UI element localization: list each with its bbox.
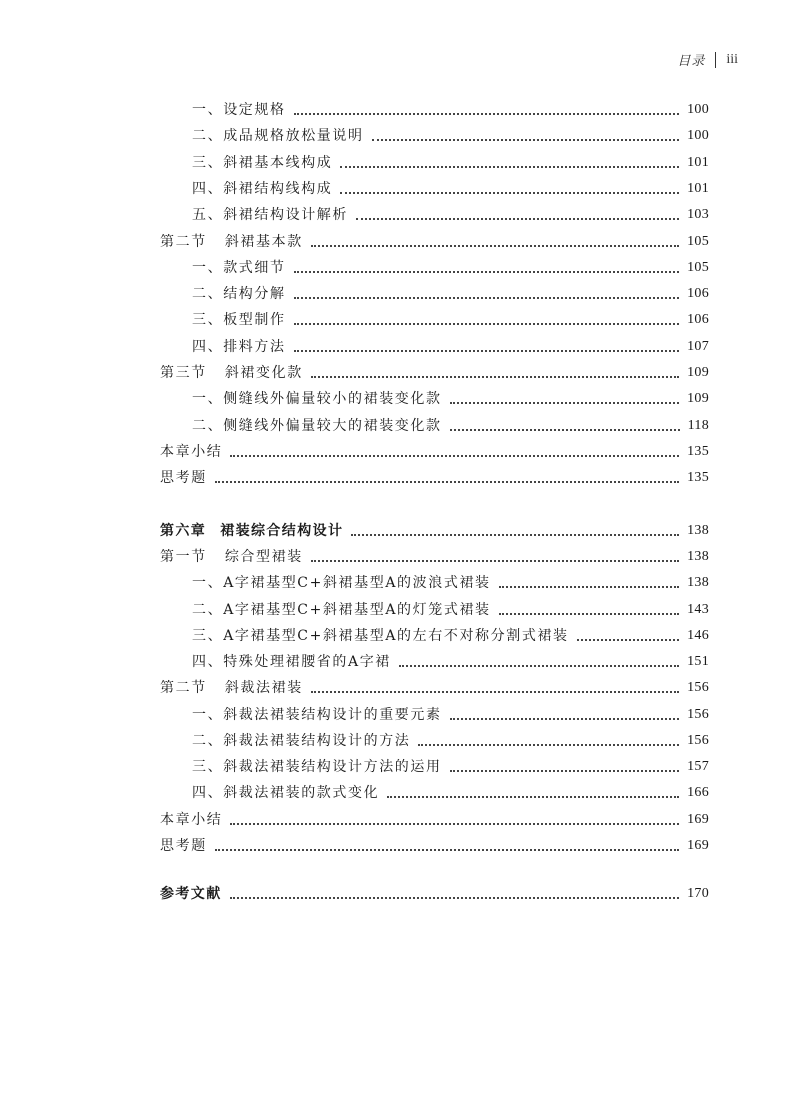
toc-entry-title [192, 179, 332, 199]
toc-section-row[interactable] [160, 836, 709, 856]
toc-item-row[interactable] [192, 652, 709, 672]
page-number: iii [726, 51, 738, 67]
dot-leader [230, 455, 679, 457]
dot-leader [372, 139, 679, 141]
running-header-section: 目录 [677, 54, 706, 69]
toc-entry-title [192, 153, 332, 173]
toc-entry-label: 本章小结 [160, 444, 223, 460]
dot-leader [311, 560, 679, 562]
dot-leader [294, 323, 679, 325]
toc-item-row[interactable] [192, 310, 709, 330]
toc-entry-title [192, 337, 286, 357]
toc-entry-title [192, 600, 491, 620]
toc-entry-page: 109 [687, 365, 709, 380]
toc-entry-label: 参考文献 [160, 886, 222, 902]
toc-entry-page: 138 [687, 523, 709, 538]
toc-entry-page: 143 [687, 602, 709, 617]
dot-leader [356, 218, 679, 220]
dot-leader [450, 429, 680, 431]
dot-leader [230, 897, 679, 899]
dot-leader [340, 192, 679, 194]
toc-entry-page: 135 [687, 470, 709, 485]
toc-entry-page: 146 [687, 628, 709, 643]
toc-entry-label: 一、款式细节 [192, 260, 286, 276]
toc-entry-number: 第三节 [160, 365, 207, 381]
toc-entry-title [192, 310, 286, 330]
toc-entry-page: 105 [687, 260, 709, 275]
toc-entry-title [192, 416, 442, 436]
toc-item-row[interactable] [192, 731, 709, 751]
toc-item-row[interactable] [192, 757, 709, 777]
toc-entry-number: 第一节 [160, 549, 207, 565]
toc-entry-page: 138 [687, 549, 709, 564]
toc-item-row[interactable] [192, 705, 709, 725]
toc-entry-page: 101 [687, 155, 709, 170]
toc-section-row[interactable] [160, 547, 709, 567]
toc-entry-label: 二、A字裙基型C+斜裙基型A的灯笼式裙装 [192, 602, 491, 618]
toc-entry-page: 103 [687, 207, 709, 222]
toc-entry-label: 四、斜裁法裙装的款式变化 [192, 785, 380, 801]
dot-leader [387, 796, 679, 798]
toc-entry-title [192, 705, 442, 725]
toc-entry-label: 本章小结 [160, 812, 223, 828]
toc-entry-label: 三、斜裙基本线构成 [192, 155, 333, 171]
toc-entry-page: 135 [687, 444, 709, 459]
toc-entry-title [192, 626, 569, 646]
toc-entry-label: 斜裙变化款 [224, 365, 303, 381]
dot-leader [230, 823, 679, 825]
toc-entry-page: 138 [687, 575, 709, 590]
toc-entry-page: 169 [687, 838, 709, 853]
toc-entry-page: 166 [687, 785, 709, 800]
toc-item-row[interactable] [192, 153, 709, 173]
toc-entry-title [160, 678, 303, 698]
toc-entry-page: 109 [687, 391, 709, 406]
toc-entry-label: 二、成品规格放松量说明 [192, 128, 364, 144]
header-divider [715, 52, 716, 68]
toc-item-row[interactable] [192, 258, 709, 278]
toc-entry-title [192, 126, 364, 146]
dot-leader [294, 271, 679, 273]
toc-entry-label: 四、特殊处理裙腰省的A字裙 [192, 654, 391, 670]
toc-section-row[interactable] [160, 678, 709, 698]
toc-entry-label: 一、侧缝线外偏量较小的裙装变化款 [192, 391, 442, 407]
toc-entry-number: 第二节 [160, 680, 207, 696]
dot-leader [499, 586, 679, 588]
dot-leader [294, 350, 679, 352]
toc-item-row[interactable] [192, 416, 709, 436]
toc-entry-title [160, 884, 222, 904]
toc-item-row[interactable] [192, 573, 709, 593]
toc-section-row[interactable] [160, 363, 709, 383]
toc-section-row[interactable] [160, 232, 709, 252]
toc-entry-label: 斜裁法裙装 [224, 680, 303, 696]
toc-entry-label: 思考题 [160, 470, 207, 486]
dot-leader [340, 166, 679, 168]
toc-entry-page: 105 [687, 234, 709, 249]
toc-section-row[interactable] [160, 810, 709, 830]
toc-entry-label: 思考题 [160, 838, 207, 854]
toc-section-row[interactable] [160, 468, 709, 488]
toc-entry-number: 第六章 [160, 523, 207, 539]
toc-entry-title [192, 783, 379, 803]
dot-leader [577, 639, 679, 641]
toc-entry-label: 斜裙基本款 [224, 234, 303, 250]
toc-entry-title [192, 389, 442, 409]
toc-chapter-row[interactable] [160, 521, 709, 541]
toc-entry-label: 二、结构分解 [192, 286, 286, 302]
toc-entry-label: 一、斜裁法裙装结构设计的重要元素 [192, 707, 442, 723]
toc-entry-page: 118 [687, 418, 709, 433]
toc-entry-title [160, 547, 303, 567]
toc-entry-page: 100 [687, 128, 709, 143]
toc-entry-label: 三、板型制作 [192, 312, 286, 328]
toc-entry-label: 综合型裙装 [224, 549, 303, 565]
toc-entry-number: 第二节 [160, 234, 207, 250]
toc-entry-label: 二、侧缝线外偏量较大的裙装变化款 [192, 418, 442, 434]
toc-entry-title [160, 363, 303, 383]
toc-chapter-row[interactable] [160, 884, 709, 904]
dot-leader [294, 113, 679, 115]
dot-leader [418, 744, 679, 746]
toc-entry-label: 一、A字裙基型C+斜裙基型A的波浪式裙装 [192, 575, 491, 591]
toc-entry-label: 五、斜裙结构设计解析 [192, 207, 348, 223]
toc-entry-label: 裙装综合结构设计 [220, 523, 344, 539]
toc-entry-title [192, 258, 286, 278]
toc-entry-title [160, 232, 303, 252]
toc-entry-page: 169 [687, 812, 709, 827]
toc-entry-title [160, 836, 207, 856]
toc-entry-page: 156 [687, 733, 709, 748]
toc-entry-page: 151 [687, 654, 709, 669]
dot-leader [351, 534, 679, 536]
toc-item-row[interactable] [192, 284, 709, 304]
toc-item-row[interactable] [192, 600, 709, 620]
toc-entry-page: 107 [687, 339, 709, 354]
dot-leader [311, 245, 679, 247]
dot-leader [450, 402, 679, 404]
toc-entry-title [192, 757, 442, 777]
toc-entry-title [192, 573, 491, 593]
dot-leader [499, 613, 679, 615]
toc-entry-page: 157 [687, 759, 709, 774]
toc-entry-title [192, 652, 391, 672]
toc-entry-title [192, 205, 348, 225]
toc-entry-title [160, 521, 343, 541]
dot-leader [399, 665, 679, 667]
toc-item-row[interactable] [192, 100, 709, 120]
toc-entry-page: 170 [687, 886, 709, 901]
toc-item-row[interactable] [192, 179, 709, 199]
toc-entry-title [160, 468, 207, 488]
toc-entry-title [192, 731, 410, 751]
toc-entry-page: 156 [687, 707, 709, 722]
toc-section-row[interactable] [160, 442, 709, 462]
toc-entry-page: 101 [687, 181, 709, 196]
toc-entry-page: 106 [687, 312, 709, 327]
dot-leader [450, 718, 679, 720]
toc-entry-page: 156 [687, 680, 709, 695]
toc-entry-page: 106 [687, 286, 709, 301]
toc-item-row[interactable] [192, 783, 709, 803]
toc-entry-label: 一、设定规格 [192, 102, 286, 118]
toc-entry-label: 三、斜裁法裙装结构设计方法的运用 [192, 759, 442, 775]
dot-leader [215, 481, 679, 483]
toc-entry-label: 四、排料方法 [192, 339, 286, 355]
toc-entry-title [192, 284, 286, 304]
dot-leader [311, 691, 679, 693]
toc-item-row[interactable] [192, 389, 709, 409]
toc-entry-label: 四、斜裙结构线构成 [192, 181, 333, 197]
toc-entry-label: 二、斜裁法裙装结构设计的方法 [192, 733, 411, 749]
toc-entry-label: 三、A字裙基型C+斜裙基型A的左右不对称分割式裙装 [192, 628, 569, 644]
toc-item-row[interactable] [192, 337, 709, 357]
toc-item-row[interactable] [192, 205, 709, 225]
toc-item-row[interactable] [192, 626, 709, 646]
running-header [677, 50, 738, 69]
toc-item-row[interactable] [192, 126, 709, 146]
toc-entry-title [160, 810, 222, 830]
toc-entry-page: 100 [687, 102, 709, 117]
dot-leader [294, 297, 679, 299]
toc-entry-title [160, 442, 222, 462]
dot-leader [215, 849, 679, 851]
toc-entry-title [192, 100, 286, 120]
dot-leader [311, 376, 679, 378]
dot-leader [450, 770, 679, 772]
